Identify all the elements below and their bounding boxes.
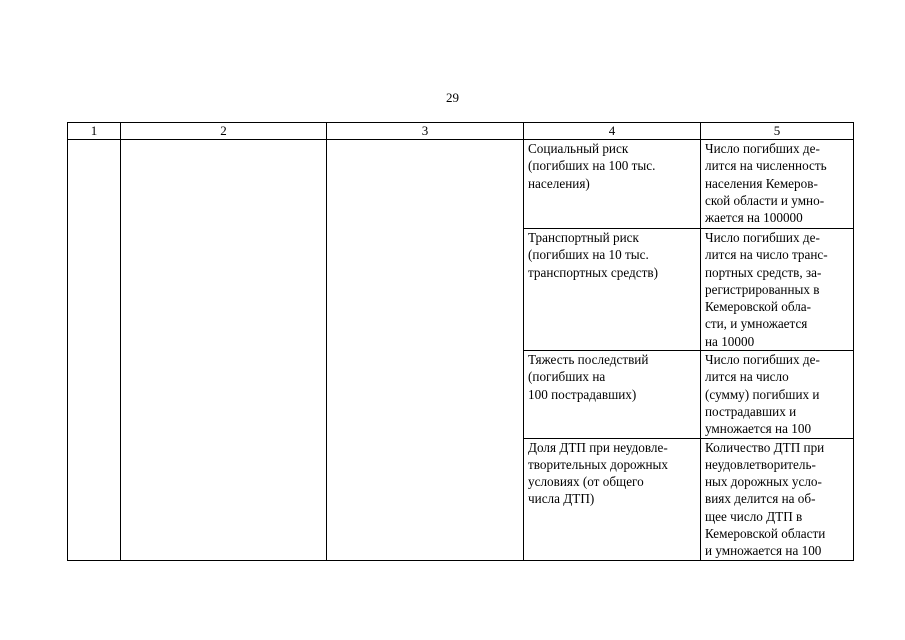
method-cell [701,438,854,560]
column-header-2: 2 [121,123,327,140]
column-header-4: 4 [524,123,701,140]
column-header-1: 1 [68,123,121,140]
indicator-cell [524,351,701,438]
header-row [68,123,854,140]
indicator-cell [524,140,701,229]
column-3-cell [327,140,524,561]
column-header-5: 5 [701,123,854,140]
indicator-text: Социальный риск (погибших на 100 тыс. населения) [528,141,656,191]
column-2-cell [121,140,327,561]
indicator-text: Транспортный риск (погибших на 10 тыс. транспортных средств) [528,230,658,280]
method-text: Число погибших де- лится на число транс- портных средств, за- регистрированных в Кемеровской обла- сти, и умножается на 10000 [705,230,828,349]
table-row [68,140,854,229]
indicator-text: Тяжесть последствий (погибших на 100 пострадавших) [528,352,649,402]
method-cell [701,351,854,438]
method-text: Число погибших де- лится на число (сумму) погибших и пострадавших и умножается на 100 [705,352,820,437]
indicator-table [67,122,854,561]
method-text: Количество ДТП при неудовлетворитель- ных дорожных усло- виях делится на об- щее число ДТП в Кемеровской области и умножается на 100 [705,439,826,559]
method-cell [701,140,854,229]
method-cell [701,229,854,351]
column-header-3: 3 [327,123,524,140]
page-number: 29 [446,90,459,105]
column-1-cell [68,140,121,561]
indicator-text: Доля ДТП при неудовле- творительных дорожных условиях (от общего числа ДТП) [528,439,668,507]
method-text: Число погибших де- лится на численность населения Кемеров- ской области и умно- жается на 100000 [705,141,827,226]
indicator-cell [524,229,701,351]
indicator-cell [524,438,701,560]
